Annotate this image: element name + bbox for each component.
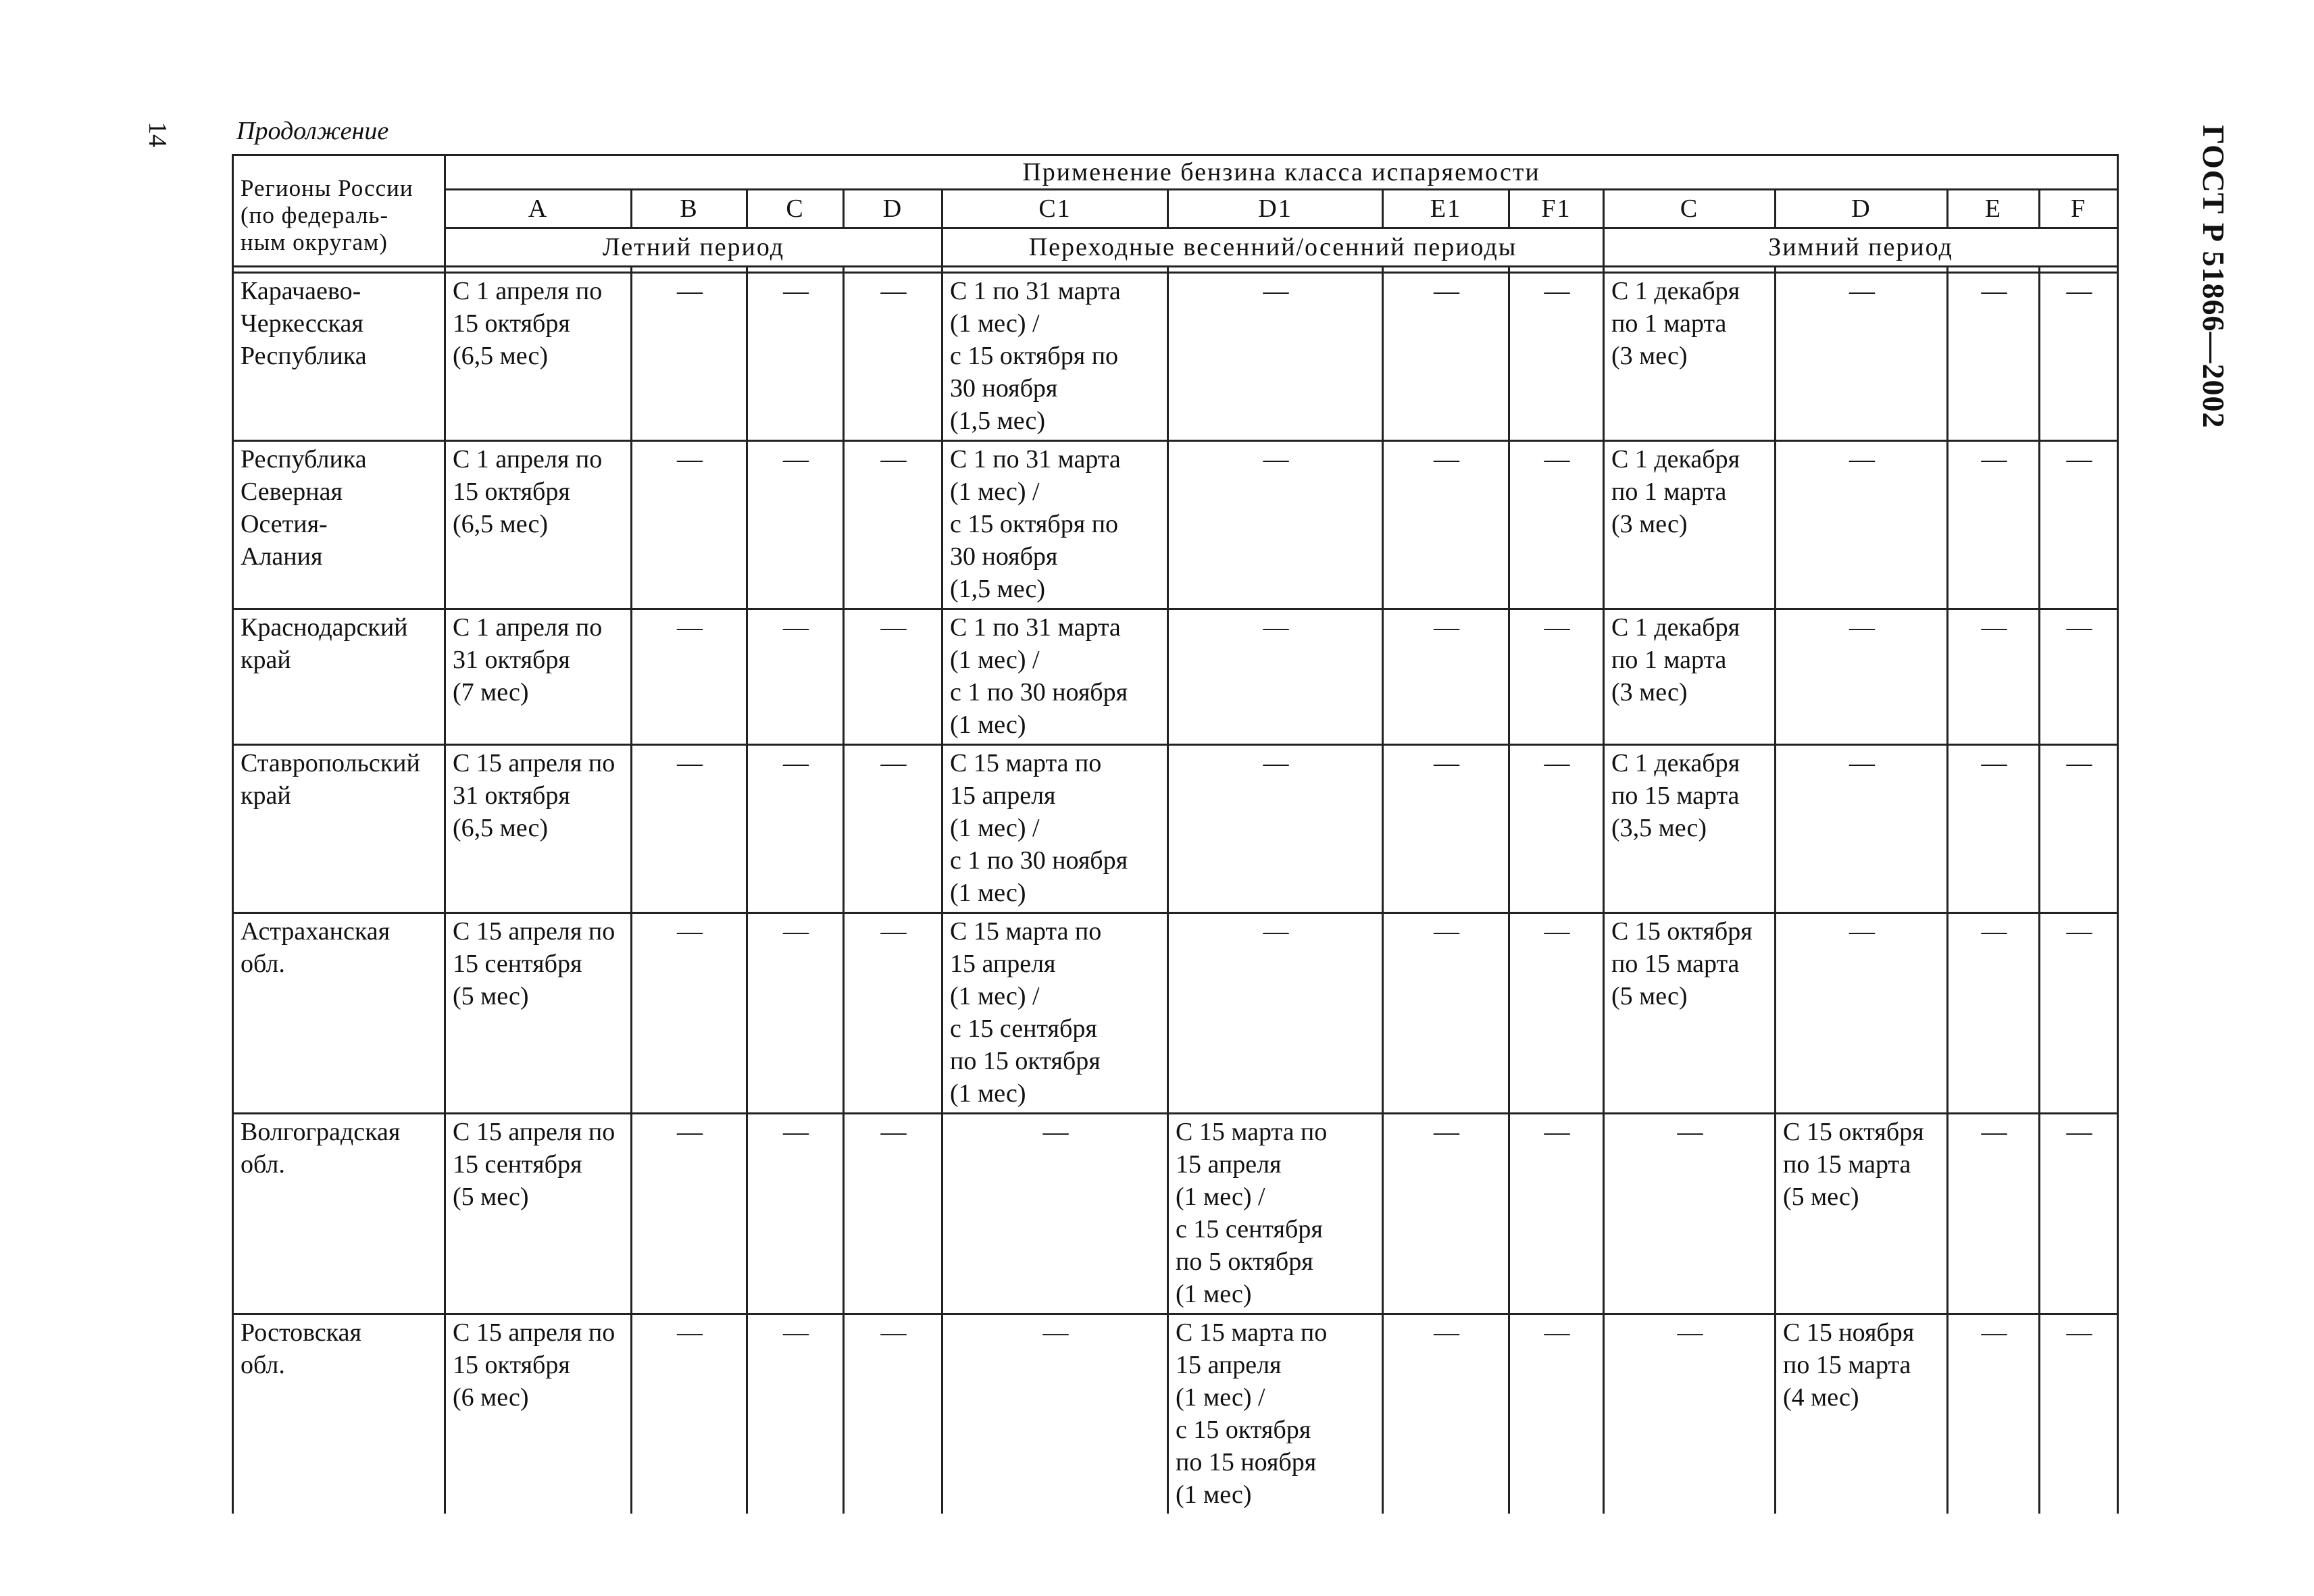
period-cell: — [1383, 441, 1509, 609]
period-cell: — [1509, 1114, 1604, 1314]
region-cell: Волгоградская обл. [233, 1114, 445, 1314]
class-header-7: F1 [1509, 190, 1604, 228]
period-cell: — [844, 1114, 942, 1314]
period-summer: Летний период [445, 228, 942, 267]
period-cell: — [1168, 609, 1383, 745]
period-winter: Зимний период [1604, 228, 2118, 267]
period-cell: — [2040, 441, 2118, 609]
period-cell: С 15 ноября по 15 марта (4 мес) [1776, 1314, 1948, 1514]
region-cell: Краснодарский край [233, 609, 445, 745]
period-cell: — [1509, 273, 1604, 441]
period-cell: — [747, 441, 844, 609]
period-cell: — [747, 1314, 844, 1514]
class-header-9: D [1776, 190, 1948, 228]
period-cell: — [1948, 273, 2040, 441]
class-header-10: E [1948, 190, 2040, 228]
table-row [233, 273, 2118, 441]
period-cell: — [1948, 441, 2040, 609]
table-row [233, 1314, 2118, 1514]
standard-designation: ГОСТ Р 51866—2002 [2196, 125, 2231, 429]
period-cell: — [1383, 745, 1509, 913]
period-cell: — [1383, 609, 1509, 745]
period-cell: С 1 по 31 марта (1 мес) / с 15 октября по 30 ноября (1,5 мес) [942, 273, 1168, 441]
period-cell: — [844, 913, 942, 1114]
period-cell: — [1168, 441, 1383, 609]
class-header-4: C1 [942, 190, 1168, 228]
page-number: 14 [143, 122, 172, 147]
period-cell: — [632, 1114, 747, 1314]
period-cell: — [632, 1314, 747, 1514]
period-cell: — [844, 273, 942, 441]
period-cell: — [1948, 913, 2040, 1114]
region-cell: Астраханская обл. [233, 913, 445, 1114]
period-cell: С 15 марта по 15 апреля (1 мес) / с 15 октября по 15 ноября (1 мес) [1168, 1314, 1383, 1514]
period-cell: — [1168, 273, 1383, 441]
period-cell: — [942, 1314, 1168, 1514]
period-cell: — [1604, 1314, 1776, 1514]
period-cell: — [1383, 1314, 1509, 1514]
period-cell: С 1 декабря по 1 марта (3 мес) [1604, 609, 1776, 745]
region-cell: Ставропольский край [233, 745, 445, 913]
period-cell: С 15 октября по 15 марта (5 мес) [1776, 1114, 1948, 1314]
period-cell: С 15 марта по 15 апреля (1 мес) / с 15 сентября по 5 октября (1 мес) [1168, 1114, 1383, 1314]
period-cell: — [1509, 609, 1604, 745]
class-header-row [233, 190, 2118, 228]
class-header-1: B [632, 190, 747, 228]
class-header-11: F [2040, 190, 2118, 228]
table-row [233, 745, 2118, 913]
period-cell: — [2040, 1114, 2118, 1314]
main-column-header: Применение бензина класса испаряемости [445, 155, 2118, 190]
period-cell: С 1 по 31 марта (1 мес) / с 1 по 30 ноября (1 мес) [942, 609, 1168, 745]
period-cell: С 1 декабря по 15 марта (3,5 мес) [1604, 745, 1776, 913]
period-cell: — [2040, 609, 2118, 745]
period-cell: — [1948, 609, 2040, 745]
period-cell: — [632, 745, 747, 913]
period-cell: — [632, 913, 747, 1114]
table-row [233, 609, 2118, 745]
period-cell: — [632, 441, 747, 609]
period-cell: С 1 апреля по 15 октября (6,5 мес) [445, 441, 632, 609]
period-cell: — [844, 1314, 942, 1514]
period-cell: — [1604, 1114, 1776, 1314]
class-header-8: C [1604, 190, 1776, 228]
period-cell: — [1168, 745, 1383, 913]
period-cell: С 1 апреля по 31 октября (7 мес) [445, 609, 632, 745]
period-cell: — [1776, 913, 1948, 1114]
period-cell: — [844, 441, 942, 609]
period-cell: С 1 по 31 марта (1 мес) / с 15 октября по 30 ноября (1,5 мес) [942, 441, 1168, 609]
period-cell: — [1168, 913, 1383, 1114]
period-cell: — [1509, 913, 1604, 1114]
class-header-2: C [747, 190, 844, 228]
period-cell: — [2040, 745, 2118, 913]
period-cell: — [1776, 441, 1948, 609]
period-cell: С 1 апреля по 15 октября (6,5 мес) [445, 273, 632, 441]
period-cell: — [1383, 913, 1509, 1114]
period-cell: — [844, 745, 942, 913]
period-transitional: Переходные весенний/осенний периоды [942, 228, 1604, 267]
class-header-6: E1 [1383, 190, 1509, 228]
period-cell: — [1383, 273, 1509, 441]
period-cell: — [747, 745, 844, 913]
period-cell: — [632, 609, 747, 745]
period-cell: С 15 марта по 15 апреля (1 мес) / с 1 по 30 ноября (1 мес) [942, 745, 1168, 913]
period-cell: — [632, 273, 747, 441]
period-cell: — [747, 273, 844, 441]
period-cell: — [942, 1114, 1168, 1314]
region-cell: Карачаево- Черкесская Республика [233, 273, 445, 441]
class-header-0: A [445, 190, 632, 228]
region-column-header: Регионы России (по федераль- ным округам) [233, 155, 445, 267]
period-cell: — [2040, 273, 2118, 441]
period-cell: — [1509, 1314, 1604, 1514]
period-cell: С 1 декабря по 1 марта (3 мес) [1604, 273, 1776, 441]
table-row [233, 1114, 2118, 1314]
period-cell: — [1776, 609, 1948, 745]
period-cell: С 15 апреля по 15 сентября (5 мес) [445, 1114, 632, 1314]
gasoline-volatility-table [232, 154, 2119, 1514]
period-cell: — [1509, 745, 1604, 913]
class-header-3: D [844, 190, 942, 228]
period-cell: — [1776, 273, 1948, 441]
table-row [233, 913, 2118, 1114]
period-cell: — [747, 1114, 844, 1314]
class-header-5: D1 [1168, 190, 1383, 228]
table-row [233, 441, 2118, 609]
region-cell: Ростовская обл. [233, 1314, 445, 1514]
period-cell: С 15 апреля по 31 октября (6,5 мес) [445, 745, 632, 913]
period-cell: — [1948, 745, 2040, 913]
period-cell: С 15 апреля по 15 сентября (5 мес) [445, 913, 632, 1114]
region-cell: Республика Северная Осетия- Алания [233, 441, 445, 609]
period-cell: — [1776, 745, 1948, 913]
period-cell: С 15 марта по 15 апреля (1 мес) / с 15 сентября по 15 октября (1 мес) [942, 913, 1168, 1114]
period-cell: — [747, 913, 844, 1114]
period-cell: — [1948, 1114, 2040, 1314]
continuation-label: Продолжение [236, 117, 389, 145]
period-cell: С 15 октября по 15 марта (5 мес) [1604, 913, 1776, 1114]
period-cell: — [2040, 913, 2118, 1114]
period-cell: — [844, 609, 942, 745]
period-cell: — [1383, 1114, 1509, 1314]
period-cell: С 15 апреля по 15 октября (6 мес) [445, 1314, 632, 1514]
period-cell: — [1509, 441, 1604, 609]
period-cell: — [1948, 1314, 2040, 1514]
period-cell: — [747, 609, 844, 745]
period-cell: — [2040, 1314, 2118, 1514]
period-cell: С 1 декабря по 1 марта (3 мес) [1604, 441, 1776, 609]
